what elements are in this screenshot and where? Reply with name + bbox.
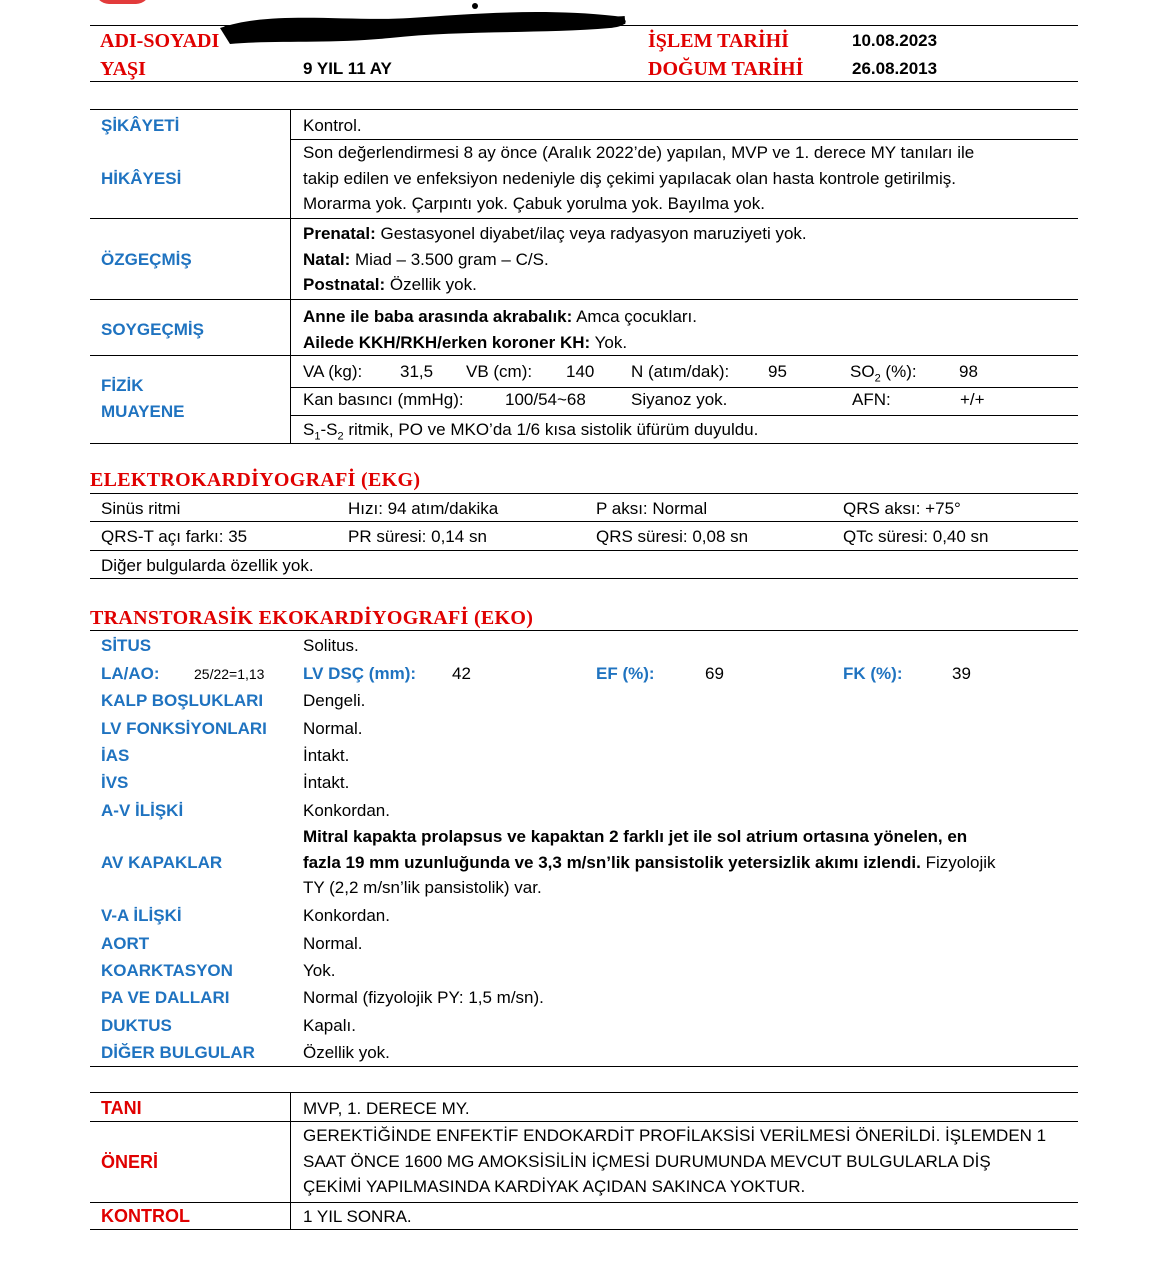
- ekg-rhythm: Sinüs ritmi: [101, 499, 181, 518]
- weight-label: VA (kg):: [303, 362, 363, 381]
- bp-value: 100/54~68: [505, 390, 586, 409]
- story-text: Son değerlendirmesi 8 ay önce (Aralık 2022’de) yapılan, MVP ve 1. derece MY tanıları ile takip edilen ve enfeksiyon nedeniyle diş çekimi yapılacak olan hasta kontrole getirilmiş. Morarma yok. Çarpıntı yok. Çabuk yorulma yok. Bayılma yok.: [303, 143, 975, 213]
- age-label: YAŞI: [100, 58, 146, 80]
- la-ao-value: 25/22=1,13: [194, 666, 265, 682]
- echo-situs-label: SİTUS: [101, 636, 152, 655]
- fk-value: 39: [952, 664, 971, 683]
- complaint-value: Kontrol.: [303, 116, 362, 135]
- ekg-qtc: QTc süresi: 0,40 sn: [843, 527, 989, 546]
- height-label: VB (cm):: [466, 362, 533, 381]
- echo-ductus-label: DUKTUS: [101, 1016, 172, 1035]
- afn-label: AFN:: [852, 390, 891, 409]
- story-label: HİKÂYESİ: [101, 169, 182, 188]
- ekg-other: Diğer bulgularda özellik yok.: [101, 556, 314, 575]
- redaction-scribble: [210, 0, 640, 60]
- afn-value: +/+: [960, 390, 985, 409]
- ekg-qrst-angle: QRS-T açı farkı: 35: [101, 527, 248, 546]
- family-history-text: Anne ile baba arasında akrabalık: Amca çocukları. Ailede KKH/RKH/erken koroner KH: Yok.: [303, 307, 698, 352]
- lv-dsc-value: 42: [452, 664, 471, 683]
- family-history-label: SOYGEÇMİŞ: [101, 320, 204, 339]
- ekg-rate: Hızı: 94 atım/dakika: [348, 499, 499, 518]
- echo-ivs-value: İntakt.: [303, 773, 350, 792]
- la-ao-label: LA/AO:: [101, 664, 160, 683]
- echo-lv-function-label: LV FONKSİYONLARI: [101, 719, 267, 738]
- physical-exam-label-2: MUAYENE: [101, 402, 185, 421]
- so2-label: $SO_2$ (%):: [850, 362, 917, 385]
- followup-value: 1 YIL SONRA.: [303, 1207, 412, 1226]
- logo-fragment: [95, 0, 150, 4]
- ef-label: EF (%):: [596, 664, 655, 683]
- recommendation-label: ÖNERİ: [101, 1152, 159, 1172]
- personal-history-label: ÖZGEÇMİŞ: [101, 250, 192, 269]
- echo-ivs-label: İVS: [101, 773, 129, 792]
- history-column-divider: [290, 109, 291, 443]
- echo-aorta-label: AORT: [101, 934, 150, 953]
- echo-chambers-label: KALP BOŞLUKLARI: [101, 691, 264, 710]
- echo-section-title: TRANSTORASİK EKOKARDİYOGRAFİ (EKO): [90, 607, 534, 629]
- age-value: 9 YIL 11 AY: [303, 59, 392, 78]
- fk-label: FK (%):: [843, 664, 903, 683]
- procedure-date-value: 10.08.2023: [852, 31, 938, 50]
- echo-valves-label: AV KAPAKLAR: [101, 853, 223, 872]
- recommendation-text: GEREKTİĞİNDE ENFEKTİF ENDOKARDİT PROFİLAKSİSİ VERİLMESİ ÖNERİLDİ. İŞLEMDEN 1 SAAT ÖNCE 1600 MG AMOKSİSİLİN İÇMESİ DURUMUNDA MEVCUT BULGULARLA DİŞ ÇEKİMİ YAPILMASINDA KARDİYAK AÇIDAN SAKINCA YOKTUR.: [303, 1126, 1047, 1196]
- echo-other-label: DİĞER BULGULAR: [101, 1043, 255, 1062]
- pulse-label: N (atım/dak):: [631, 362, 730, 381]
- birth-date-value: 26.08.2013: [852, 59, 938, 78]
- echo-pa-label: PA VE DALLARI: [101, 988, 230, 1007]
- echo-va-relation-value: Konkordan.: [303, 906, 390, 925]
- ekg-pr: PR süresi: 0,14 sn: [348, 527, 487, 546]
- pulse-value: 95: [768, 362, 787, 381]
- weight-value: 31,5: [400, 362, 434, 381]
- bp-label: Kan basıncı (mmHg):: [303, 390, 464, 409]
- echo-lv-function-value: Normal.: [303, 719, 363, 738]
- echo-coarctation-value: Yok.: [303, 961, 336, 980]
- followup-label: KONTROL: [101, 1206, 190, 1226]
- echo-pa-value: Normal (fizyolojik PY: 1,5 m/sn).: [303, 988, 544, 1007]
- name-label: ADI-SOYADI: [100, 30, 220, 52]
- echo-va-relation-label: V-A İLİŞKİ: [101, 906, 182, 925]
- echo-situs-value: Solitus.: [303, 636, 359, 655]
- diagnosis-value: MVP, 1. DERECE MY.: [303, 1099, 470, 1118]
- ekg-qrs-axis: QRS aksı: +75°: [843, 499, 961, 518]
- complaint-label: ŞİKÂYETİ: [101, 116, 180, 135]
- echo-av-relation-label: A-V İLİŞKİ: [101, 801, 184, 820]
- lv-dsc-label: LV DSÇ (mm):: [303, 664, 417, 683]
- echo-ductus-value: Kapalı.: [303, 1016, 356, 1035]
- personal-history-text: Prenatal: Gestasyonel diyabet/ilaç veya radyasyon maruziyeti yok. Natal: Miad – 3.500 gram – C/S. Postnatal: Özellik yok.: [303, 224, 807, 294]
- echo-chambers-value: Dengeli.: [303, 691, 366, 710]
- auscultation-text: $S_1-S_2$ ritmik, PO ve MKO’da 1/6 kısa sistolik üfürüm duyuldu.: [303, 420, 759, 443]
- ekg-qrs-duration: QRS süresi: 0,08 sn: [596, 527, 749, 546]
- so2-value: 98: [959, 362, 978, 381]
- height-value: 140: [566, 362, 595, 381]
- echo-coarctation-label: KOARKTASYON: [101, 961, 233, 980]
- echo-other-value: Özellik yok.: [303, 1043, 390, 1062]
- procedure-date-label: İŞLEM TARİHİ: [648, 30, 789, 52]
- ef-value: 69: [705, 664, 724, 683]
- physical-exam-label-1: FİZİK: [101, 376, 144, 395]
- ekg-p-axis: P aksı: Normal: [596, 499, 708, 518]
- echo-valves-text: Mitral kapakta prolapsus ve kapaktan 2 farklı jet ile sol atrium ortasına yönelen, en fazla 19 mm uzunluğunda ve 3,3 m/sn’lik pansistolik yetersizlik akımı izlendi. Fizyolojik TY (2,2 m/sn’lik pansistolik) var.: [303, 827, 996, 897]
- birth-date-label: DOĞUM TARİHİ: [648, 58, 804, 80]
- summary-column-divider: [290, 1092, 291, 1229]
- echo-aorta-value: Normal.: [303, 934, 363, 953]
- diagnosis-label: TANI: [101, 1098, 142, 1118]
- echo-ias-value: İntakt.: [303, 746, 350, 765]
- echo-av-relation-value: Konkordan.: [303, 801, 390, 820]
- echo-ias-label: İAS: [101, 746, 130, 765]
- cyanosis-text: Siyanoz yok.: [631, 390, 728, 409]
- ekg-section-title: ELEKTROKARDİYOGRAFİ (EKG): [90, 469, 421, 491]
